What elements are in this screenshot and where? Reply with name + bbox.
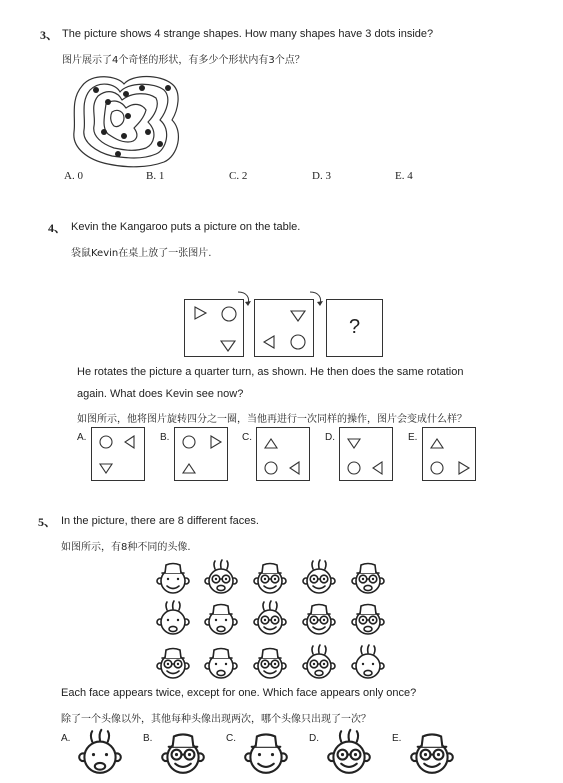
q5-option-c-label[interactable]: C.	[226, 733, 236, 744]
question-mark: ?	[348, 316, 361, 338]
q5-option-e-label[interactable]: E.	[392, 733, 402, 744]
q4-option-a-label[interactable]: A.	[77, 432, 87, 443]
q5-option-d-label[interactable]: D.	[309, 733, 319, 744]
q4-question-en: Kevin the Kangaroo puts a picture on the table.	[71, 221, 301, 233]
q4-description-zh: 如图所示，他将图片旋转四分之一圈，当他再进行一次同样的操作，图片会变成什么样？	[77, 414, 467, 425]
q5-question-zh: 如图所示，有8种不同的头像.	[61, 542, 191, 553]
q4-option-d-label[interactable]: D.	[325, 432, 335, 443]
q3-question-zh: 图片展示了4个奇怪的形状，有多少个形状内有3个点？	[62, 55, 305, 66]
q4-description-en-1: He rotates the picture a quarter turn, as shown. He then does the same rotation	[77, 366, 464, 378]
q3-question-en: The picture shows 4 strange shapes. How many shapes have 3 dots inside?	[62, 28, 434, 40]
q5-instruction-en: Each face appears twice, except for one. Which face appears only once?	[61, 687, 417, 699]
q3-number: 3、	[40, 28, 59, 42]
q5-option-b-label[interactable]: B.	[143, 733, 153, 744]
q4-option-c-label[interactable]: C.	[242, 432, 252, 443]
q5-instruction-zh: 除了一个头像以外，其他每种头像出现两次，哪个头像只出现了一次？	[61, 714, 371, 725]
q3-option-b[interactable]: B. 1	[146, 170, 165, 182]
q3-option-c[interactable]: C. 2	[229, 170, 248, 182]
q4-option-e-label[interactable]: E.	[408, 432, 418, 443]
q3-option-e[interactable]: E. 4	[395, 170, 413, 182]
q5-number: 5、	[38, 515, 57, 529]
q3-option-d[interactable]: D. 3	[312, 170, 331, 182]
q4-description-en-2: again. What does Kevin see now?	[77, 388, 244, 400]
q4-option-b-label[interactable]: B.	[160, 432, 170, 443]
q4-question-zh: 袋鼠Kevin在桌上放了一张图片.	[71, 248, 212, 259]
q5-question-en: In the picture, there are 8 different faces.	[61, 515, 259, 527]
q4-number: 4、	[48, 221, 67, 235]
q3-option-a[interactable]: A. 0	[64, 170, 83, 182]
q5-option-a-label[interactable]: A.	[61, 733, 71, 744]
